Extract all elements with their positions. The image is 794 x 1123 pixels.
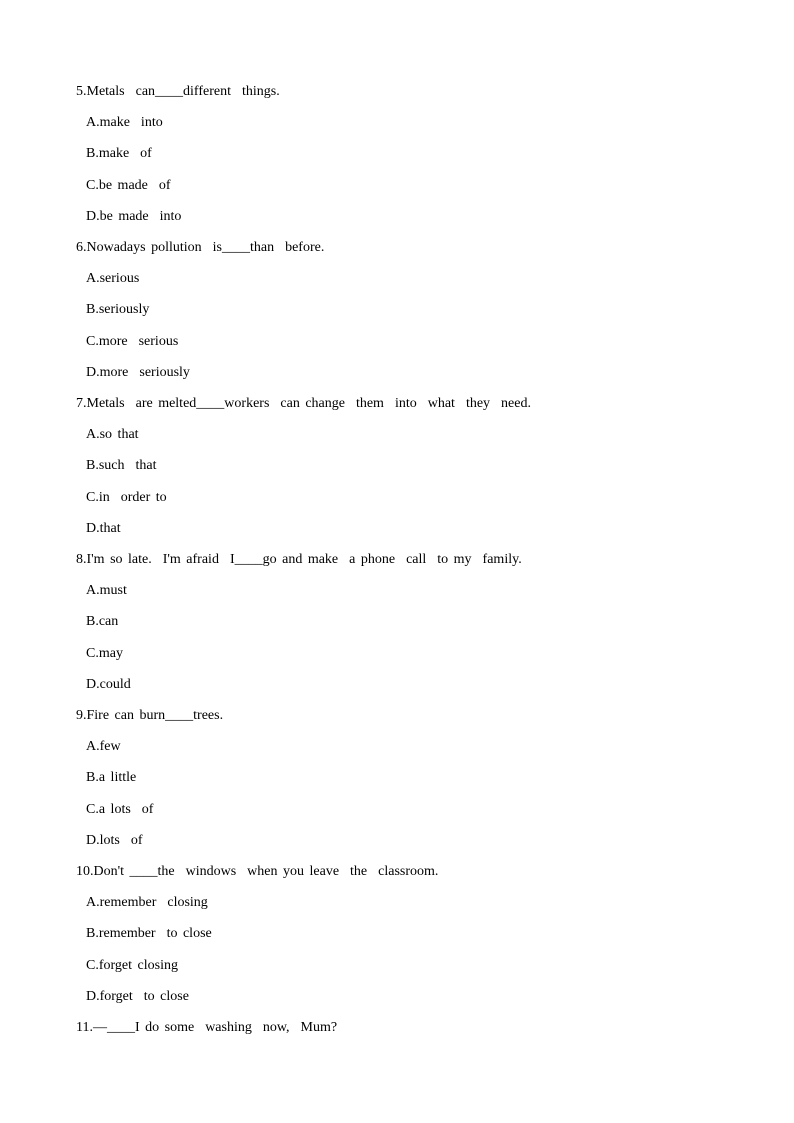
question-7-option-b: B.such that: [86, 458, 157, 473]
question-5-option-d: D.be made into: [86, 209, 182, 224]
question-5-option-c: C.be made of: [86, 178, 171, 193]
question-10-option-d: D.forget to close: [86, 989, 189, 1004]
question-10-option-b: B.remember to close: [86, 926, 212, 941]
question-7-option-c: C.in order to: [86, 490, 167, 505]
question-11-stem: 11.—____I do some washing now, Mum?: [76, 1020, 338, 1035]
question-7-option-a: A.so that: [86, 427, 139, 442]
question-6-stem: 6.Nowadays pollution is____than before.: [76, 240, 325, 255]
question-8-stem: 8.I'm so late. I'm afraid I____go and make a phone call to my family.: [76, 552, 522, 567]
question-6-option-d: D.more seriously: [86, 365, 190, 380]
question-7-stem: 7.Metals are melted____workers can change them into what they need.: [76, 396, 531, 411]
question-9-option-b: B.a little: [86, 770, 137, 785]
question-5-stem: 5.Metals can____different things.: [76, 84, 280, 99]
question-9-option-d: D.lots of: [86, 833, 143, 848]
question-8-option-d: D.could: [86, 677, 131, 692]
question-6-option-a: A.serious: [86, 271, 140, 286]
question-9-option-a: A.few: [86, 739, 121, 754]
question-9-option-c: C.a lots of: [86, 802, 154, 817]
question-8-option-a: A.must: [86, 583, 127, 598]
question-9-stem: 9.Fire can burn____trees.: [76, 708, 224, 723]
question-5-option-b: B.make of: [86, 146, 152, 161]
question-5-option-a: A.make into: [86, 115, 163, 130]
question-10-stem: 10.Don't ____the windows when you leave the classroom.: [76, 864, 439, 879]
question-10-option-c: C.forget closing: [86, 958, 178, 973]
question-10-option-a: A.remember closing: [86, 895, 208, 910]
question-8-option-b: B.can: [86, 614, 119, 629]
question-6-option-b: B.seriously: [86, 302, 150, 317]
question-8-option-c: C.may: [86, 646, 123, 661]
question-7-option-d: D.that: [86, 521, 121, 536]
question-6-option-c: C.more serious: [86, 334, 179, 349]
